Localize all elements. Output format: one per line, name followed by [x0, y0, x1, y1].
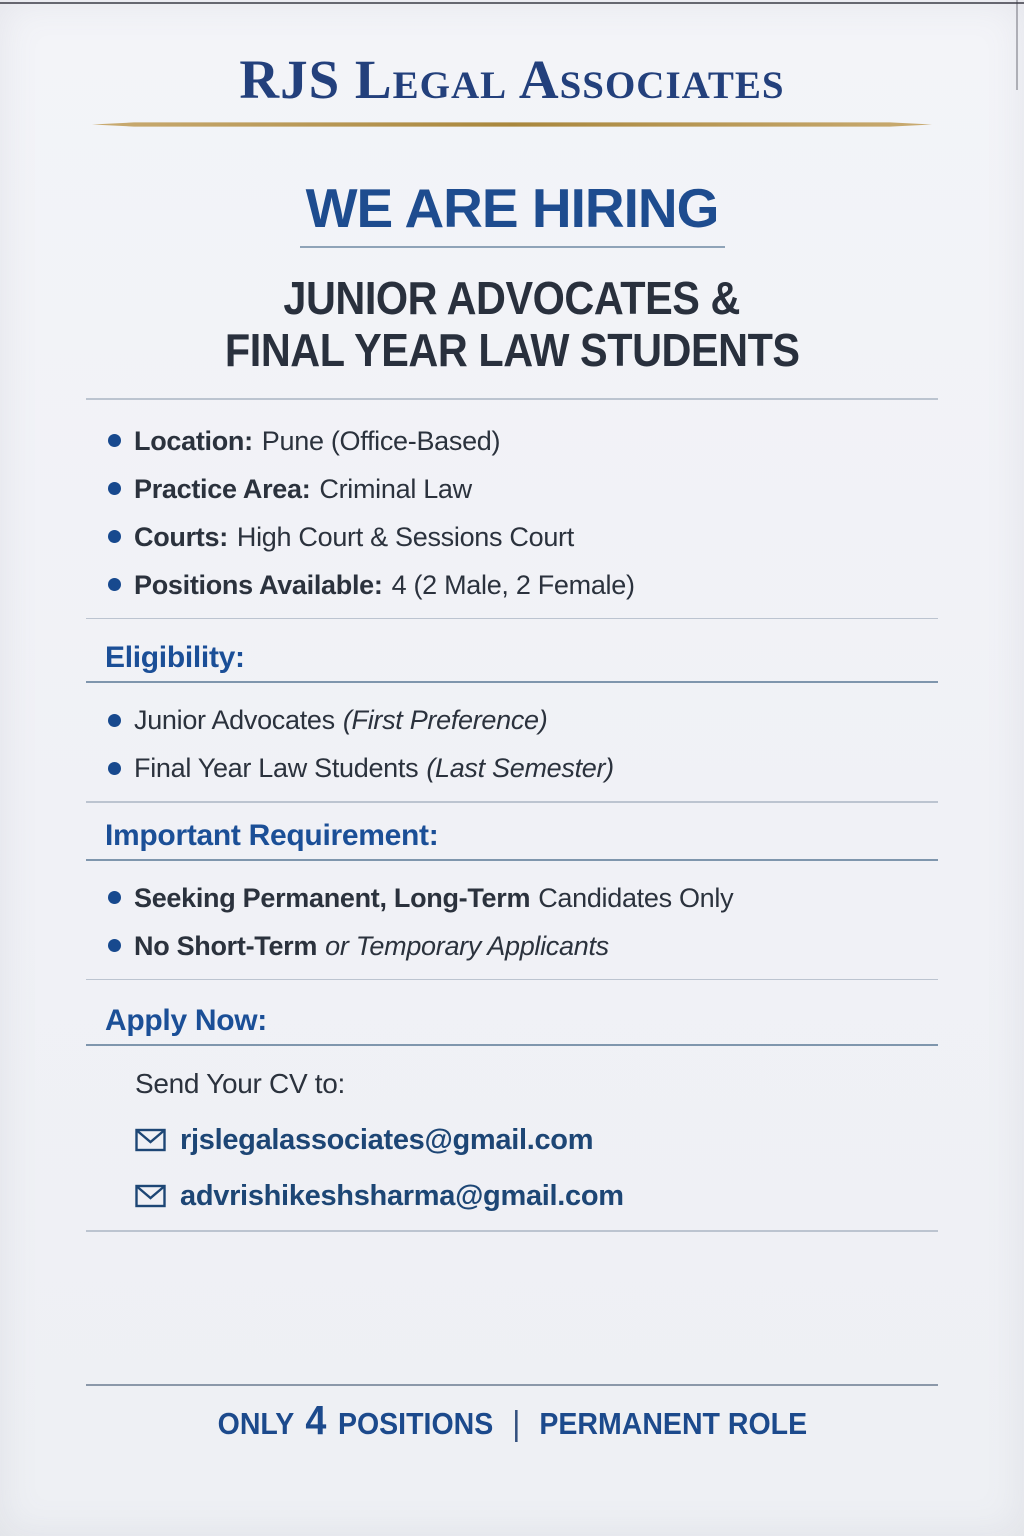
requirement-list [86, 883, 938, 961]
item-strong: Seeking Permanent, Long-Term [134, 882, 531, 913]
item-value: 4 (2 Male, 2 Female) [391, 569, 635, 600]
photo-edge [1016, 0, 1018, 90]
item-label: Practice Area: [134, 473, 311, 504]
footer-count: 4 [304, 1396, 326, 1443]
eligibility-list [86, 705, 938, 783]
bullet-dot [108, 434, 121, 447]
heading-underline [86, 681, 938, 683]
heading-underline [86, 859, 938, 861]
bullet-dot [108, 939, 121, 952]
footer-right: PERMANENT ROLE [538, 1405, 807, 1441]
footer-divider [86, 1384, 938, 1386]
hiring-title: WE ARE HIRING [305, 177, 719, 239]
list-item [86, 705, 938, 735]
list-item [86, 474, 938, 504]
role-subtitle [0, 272, 1024, 376]
hiring-underline [300, 246, 725, 248]
bullet-dot [108, 530, 121, 543]
email-row [86, 1180, 938, 1212]
photo-edge [0, 2, 1024, 4]
heading-underline [86, 1044, 938, 1046]
list-item [86, 570, 938, 600]
bullet-dot [108, 762, 121, 775]
eligibility-section [86, 641, 938, 783]
email-address: rjslegalassociates@gmail.com [180, 1124, 594, 1156]
subtitle-line-2: FINAL YEAR LAW STUDENTS [224, 324, 800, 376]
empty-space [0, 1232, 1024, 1362]
bullet-dot [108, 714, 121, 727]
list-item [86, 426, 938, 456]
bullet-dot [108, 891, 121, 904]
item-rest: Candidates Only [538, 882, 734, 913]
item-text: Junior Advocates [134, 705, 335, 735]
apply-heading: Apply Now: [105, 1004, 267, 1037]
list-item [86, 931, 938, 961]
bullet-dot [108, 578, 121, 591]
footer-prefix: ONLY [217, 1405, 294, 1441]
brand-title: RJS Legal Associates [239, 49, 785, 110]
item-strong: No Short-Term [134, 930, 318, 961]
eligibility-heading: Eligibility: [105, 641, 245, 674]
subtitle-line-1: JUNIOR ADVOCATES & [283, 272, 741, 324]
requirement-heading: Important Requirement: [105, 818, 439, 852]
details-list [86, 426, 938, 600]
item-value: Criminal Law [319, 473, 472, 504]
item-note: (First Preference) [342, 705, 548, 735]
section-divider [86, 979, 938, 981]
item-value: High Court & Sessions Court [236, 521, 574, 552]
email-address: advrishikeshsharma@gmail.com [180, 1180, 624, 1212]
footer-text [217, 1396, 807, 1444]
item-note: (Last Semester) [426, 753, 614, 783]
list-item [86, 522, 938, 552]
details-section [86, 426, 938, 600]
section-divider [86, 618, 938, 620]
list-item [86, 883, 938, 913]
section-divider [86, 398, 938, 400]
item-rest: or Temporary Applicants [325, 930, 609, 961]
item-label: Courts: [134, 521, 228, 552]
bullet-dot [108, 482, 121, 495]
email-row [86, 1124, 938, 1156]
footer-banner [0, 1396, 1024, 1444]
envelope-icon [135, 1184, 166, 1208]
item-value: Pune (Office-Based) [261, 425, 501, 456]
section-divider [86, 801, 938, 803]
item-label: Location: [134, 425, 253, 456]
apply-section [86, 1004, 938, 1212]
envelope-icon [135, 1128, 166, 1152]
list-item [86, 753, 938, 783]
gold-divider [92, 122, 932, 127]
requirement-section [86, 819, 938, 961]
footer-suffix: POSITIONS [337, 1405, 493, 1441]
send-cv-text: Send Your CV to: [135, 1068, 346, 1099]
footer-separator: | [511, 1404, 520, 1443]
item-label: Positions Available: [134, 569, 383, 600]
item-text: Final Year Law Students [134, 753, 419, 783]
